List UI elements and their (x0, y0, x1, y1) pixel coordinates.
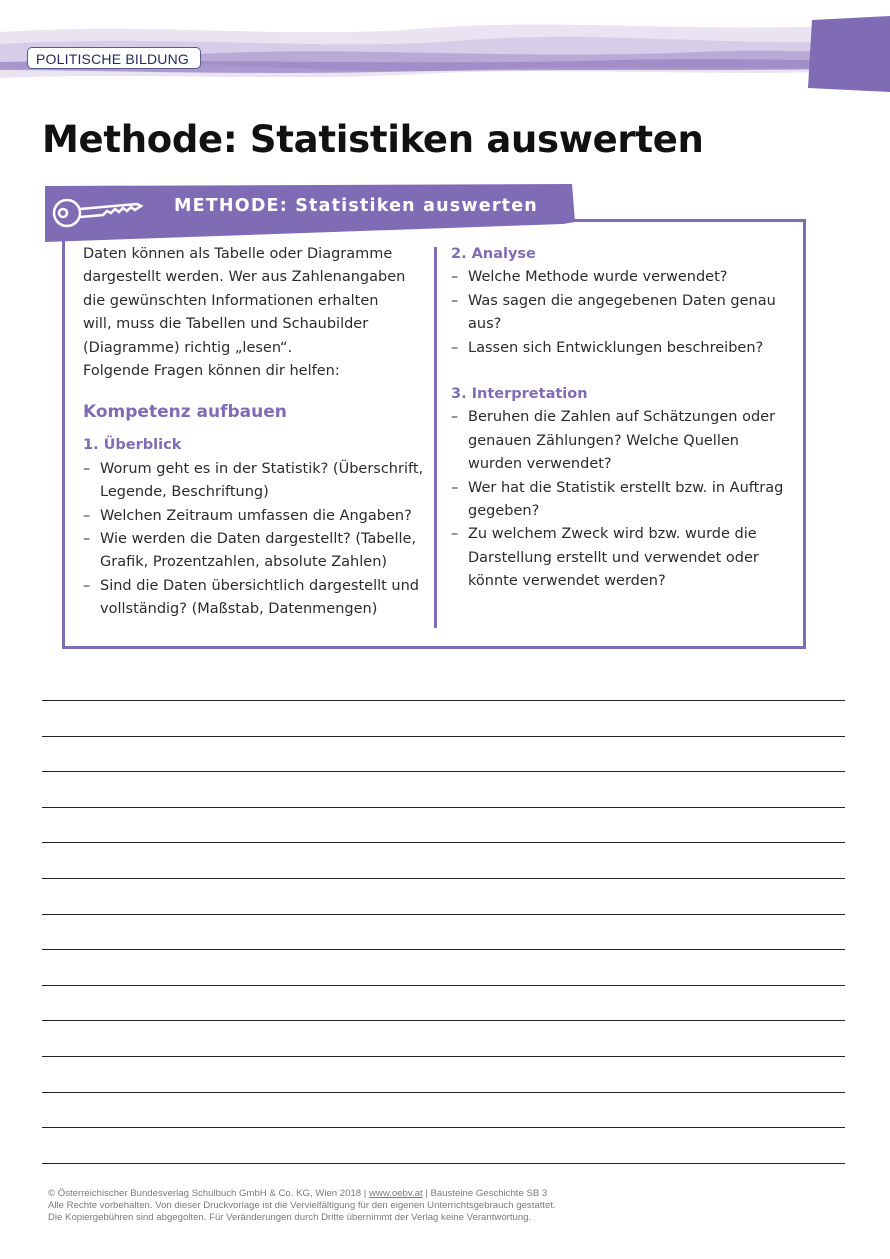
page-title: Methode: Statistiken auswerten (42, 118, 704, 161)
question-item (451, 266, 791, 289)
writing-line (42, 1020, 845, 1021)
subject-badge: POLITISCHE BILDUNG (27, 47, 201, 69)
question-text-line: Legende, Beschriftung) (100, 484, 269, 501)
writing-line (42, 878, 845, 879)
question-text-line: Sind die Daten übersichtlich dargestellt und (100, 577, 420, 594)
section-heading-interpretation: 3. Interpretation (451, 386, 588, 403)
question-text-line: Lassen sich Entwicklungen beschreiben? (468, 339, 764, 356)
question-item (83, 575, 428, 622)
footer-line-1 (48, 1188, 848, 1200)
dash-bullet: – (451, 526, 459, 543)
dash-bullet: – (451, 409, 459, 426)
question-item (451, 290, 791, 337)
footer-copyright: © Österreichischer Bundesverlag Schulbuch GmbH & Co. KG, Wien 2018 | (48, 1188, 369, 1199)
writing-line (42, 914, 845, 915)
section-heading-overview: 1. Überblick (83, 437, 182, 454)
question-text-line: Welche Methode wurde verwendet? (468, 269, 728, 286)
question-text-line: vollständig? (Maßstab, Datenmengen) (100, 601, 378, 618)
footer (48, 1188, 848, 1224)
dash-bullet: – (451, 479, 459, 496)
publisher-link[interactable]: www.oebv.at (368, 1188, 423, 1199)
question-item (451, 406, 791, 476)
dash-bullet: – (83, 577, 91, 594)
question-item (451, 523, 791, 593)
intro-line: dargestellt werden. Wer aus Zahlenangaben (83, 269, 406, 286)
writing-line (42, 1056, 845, 1057)
intro-line: Folgende Fragen können dir helfen: (83, 363, 340, 380)
question-text-line: wurden verwendet? (468, 456, 612, 473)
footer-source: | Bausteine Geschichte SB 3 (422, 1188, 548, 1199)
question-text-line: Wie werden die Daten dargestellt? (Tabelle, (100, 531, 417, 548)
right-column (451, 243, 791, 594)
intro-line: die gewünschten Informationen erhalten (83, 292, 379, 309)
writing-line (42, 807, 845, 808)
writing-line (42, 771, 845, 772)
question-text-line: könnte verwendet werden? (468, 573, 666, 590)
intro-line: Daten können als Tabelle oder Diagramme (83, 246, 393, 262)
question-list-analysis (451, 266, 791, 360)
footer-line-3: Die Kopiergebühren sind abgegolten. Für Veränderungen durch Dritte übernimmt der Verlag keine Verantwortung. (48, 1212, 532, 1223)
writing-line (42, 842, 845, 843)
question-text-line: Grafik, Prozentzahlen, absolute Zahlen) (100, 554, 388, 571)
question-item (451, 477, 791, 524)
question-list-interpretation (451, 406, 791, 593)
dash-bullet: – (83, 460, 91, 477)
competence-heading: Kompetenz aufbauen (83, 402, 287, 423)
left-column (83, 243, 428, 622)
writing-line (42, 700, 845, 701)
question-text-line: Wer hat die Statistik erstellt bzw. in Auftrag (468, 479, 784, 496)
writing-line (42, 1092, 845, 1093)
question-item (83, 458, 428, 505)
question-text-line: Was sagen die angegebenen Daten genau (468, 292, 776, 309)
intro-line: will, muss die Tabellen und Schaubilder (83, 316, 369, 333)
dash-bullet: – (83, 531, 91, 548)
question-text-line: genauen Zählungen? Welche Quellen (468, 432, 739, 449)
question-text-line: aus? (468, 316, 502, 333)
writing-line (42, 1163, 845, 1164)
question-text-line: gegeben? (468, 503, 540, 520)
question-item (83, 528, 428, 575)
writing-line (42, 736, 845, 737)
question-text-line: Darstellung erstellt und verwendet oder (468, 549, 759, 566)
question-text-line: Beruhen die Zahlen auf Schätzungen oder (468, 409, 776, 426)
question-item (83, 505, 428, 528)
question-text-line: Welchen Zeitraum umfassen die Angaben? (100, 507, 412, 524)
dash-bullet: – (83, 507, 91, 524)
writing-line (42, 949, 845, 950)
intro-text (83, 243, 428, 383)
section-heading-analysis: 2. Analyse (451, 246, 536, 262)
dash-bullet: – (451, 269, 459, 286)
writing-line (42, 1127, 845, 1128)
question-text-line: Worum geht es in der Statistik? (Überschrift, (100, 460, 424, 477)
writing-line (42, 985, 845, 986)
column-divider (434, 247, 437, 628)
dash-bullet: – (451, 292, 459, 309)
question-item (451, 337, 791, 360)
question-text-line: Zu welchem Zweck wird bzw. wurde die (468, 526, 757, 543)
footer-line-2: Alle Rechte vorbehalten. Von dieser Druckvorlage ist die Vervielfältigung für den eigenen Unterrichtsgebrauch gestattet. (48, 1200, 556, 1211)
dash-bullet: – (451, 339, 459, 356)
method-banner-title: METHODE: Statistiken auswerten (174, 196, 538, 216)
intro-line: (Diagramme) richtig „lesen“. (83, 339, 293, 356)
question-list-overview (83, 458, 428, 622)
